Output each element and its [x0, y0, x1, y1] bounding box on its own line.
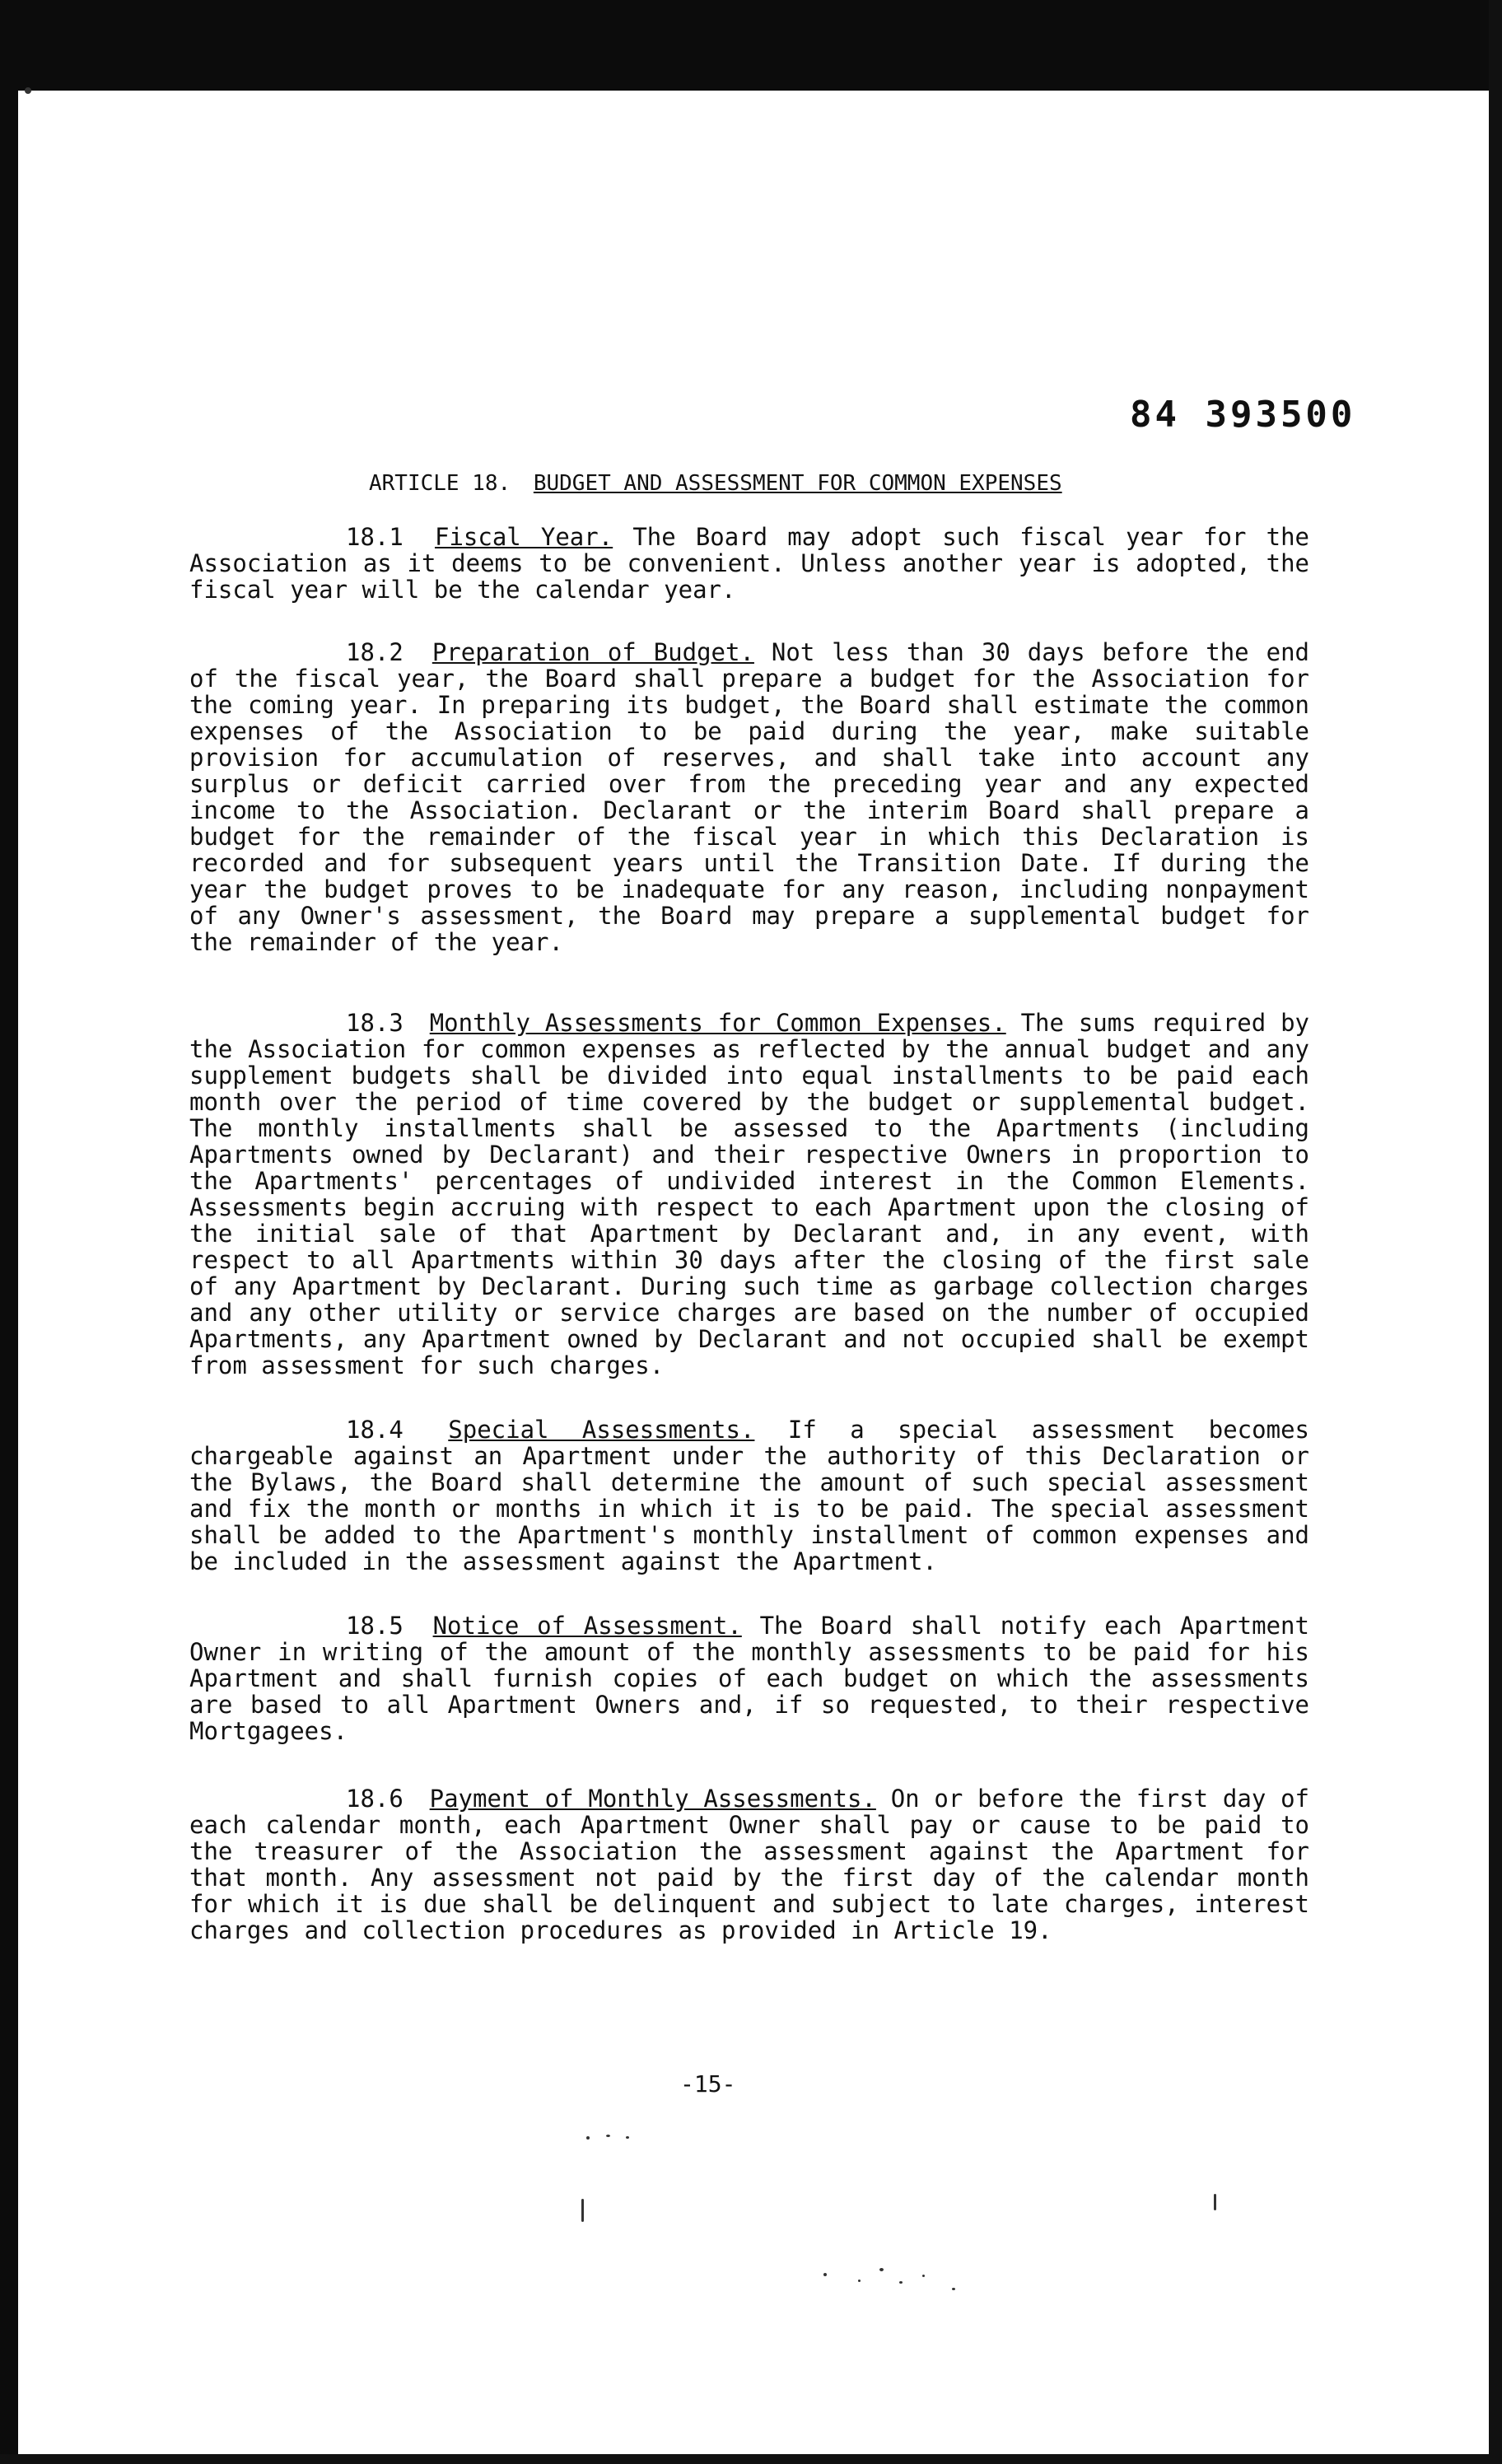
scan-speck: [952, 2288, 955, 2290]
scan-speck: [922, 2275, 925, 2277]
article-label: ARTICLE 18.: [369, 471, 511, 496]
scan-edge-right: [1489, 0, 1502, 2464]
section-18-5: [189, 1612, 1309, 1744]
document-number: 84 393500: [1130, 394, 1356, 436]
article-heading: [369, 471, 1062, 496]
section-body: If a special assessment becomes chargeable against an Apartment under the authority of this Declaration or the Bylaws, the Board shall determine the amount of such special assessment and fix the month or months in which it is to be paid. The special assessment shall be added to the Apartment's monthly installment of common expenses and be included in the assessment against the Apartment.: [189, 1416, 1309, 1575]
section-number: 18.3: [346, 1009, 403, 1037]
section-heading: Preparation of Budget.: [431, 638, 754, 666]
article-title: BUDGET AND ASSESSMENT FOR COMMON EXPENSES: [533, 471, 1062, 496]
scan-speck: [626, 2136, 629, 2139]
section-body: The sums required by the Association for common expenses as reflected by the annual budget and any supplement budgets shall be divided into equal installments to be paid each month over the period of time covered by the budget or supplemental budget. The monthly installments shall be assessed to the Apartments (including Apartments owned by Declarant) and their respective Owners in proportion to the Apartments' percentages of undivided interest in the Common Elements. Assessments begin accruing with respect to each Apartment upon the closing of the initial sale of that Apartment by Declarant and, in any event, with respect to all Apartments within 30 days after the closing of the first sale of any Apartment by Declarant. During such time as garbage collection charges and any other utility or service charges are based on the number of occupied Apartments, any Apartment owned by Declarant and not occupied shall be exempt from assessment for such charges.: [189, 1009, 1309, 1379]
scan-edge-left: [0, 0, 18, 2464]
scan-edge-bottom: [0, 2454, 1502, 2464]
section-body: On or before the first day of each calendar month, each Apartment Owner shall pay or cause to be paid to the treasurer of the Association the assessment against the Apartment for that month. Any assessment not paid by the first day of the calendar month for which it is due shall be delinquent and subject to late charges, interest charges and collection procedures as provided in Article 19.: [189, 1785, 1309, 1944]
section-heading: Special Assessments.: [448, 1416, 755, 1444]
section-body: The Board shall notify each Apartment Owner in writing of the amount of the monthly assessments to be paid for his Apartment and shall furnish copies of each budget on which the assessments are based to all Apartment Owners and, if so requested, to their respective Mortgagees.: [189, 1612, 1309, 1745]
section-heading: Notice of Assessment.: [432, 1612, 742, 1640]
scan-speck: [823, 2273, 827, 2276]
scan-edge-top: [0, 0, 1502, 91]
scan-speck: [858, 2280, 861, 2282]
scan-speck: [606, 2135, 610, 2137]
section-number: 18.2: [346, 638, 403, 666]
scan-speck: [899, 2281, 903, 2284]
section-18-3: [189, 1010, 1309, 1379]
scan-speck: [586, 2136, 590, 2140]
page-number: -15-: [680, 2070, 736, 2098]
section-body: The Board may adopt such fiscal year for the Association as it deems to be convenient. Unless another year is adopted, the fiscal year will be the calendar year.: [189, 523, 1309, 604]
section-18-6: [189, 1785, 1309, 1944]
section-number: 18.5: [346, 1612, 403, 1640]
scan-speck: [25, 87, 31, 94]
section-18-2: [189, 639, 1309, 955]
scan-speck: [1214, 2194, 1216, 2210]
section-18-4: [189, 1416, 1309, 1575]
section-number: 18.4: [346, 1416, 403, 1444]
section-number: 18.6: [346, 1785, 403, 1813]
section-heading: Fiscal Year.: [434, 523, 613, 551]
section-18-1: [189, 524, 1309, 603]
scan-speck: [879, 2268, 884, 2271]
section-body: Not less than 30 days before the end of the fiscal year, the Board shall prepare a budget for the Association for the coming year. In preparing its budget, the Board shall estimate the common expenses of the Association to be paid during the year, make suitable provision for accumulation of reserves, and shall take into account any surplus or deficit carried over from the preceding year and any expected income to the Association. Declarant or the interim Board shall prepare a budget for the remainder of the fiscal year in which this Declaration is recorded and for subsequent years until the Transition Date. If during the year the budget proves to be inadequate for any reason, including nonpayment of any Owner's assessment, the Board may prepare a supplemental budget for the remainder of the year.: [189, 638, 1309, 956]
section-heading: Monthly Assessments for Common Expenses.: [429, 1009, 1006, 1037]
section-number: 18.1: [346, 523, 403, 551]
scan-speck: [581, 2199, 584, 2222]
section-heading: Payment of Monthly Assessments.: [429, 1785, 876, 1813]
